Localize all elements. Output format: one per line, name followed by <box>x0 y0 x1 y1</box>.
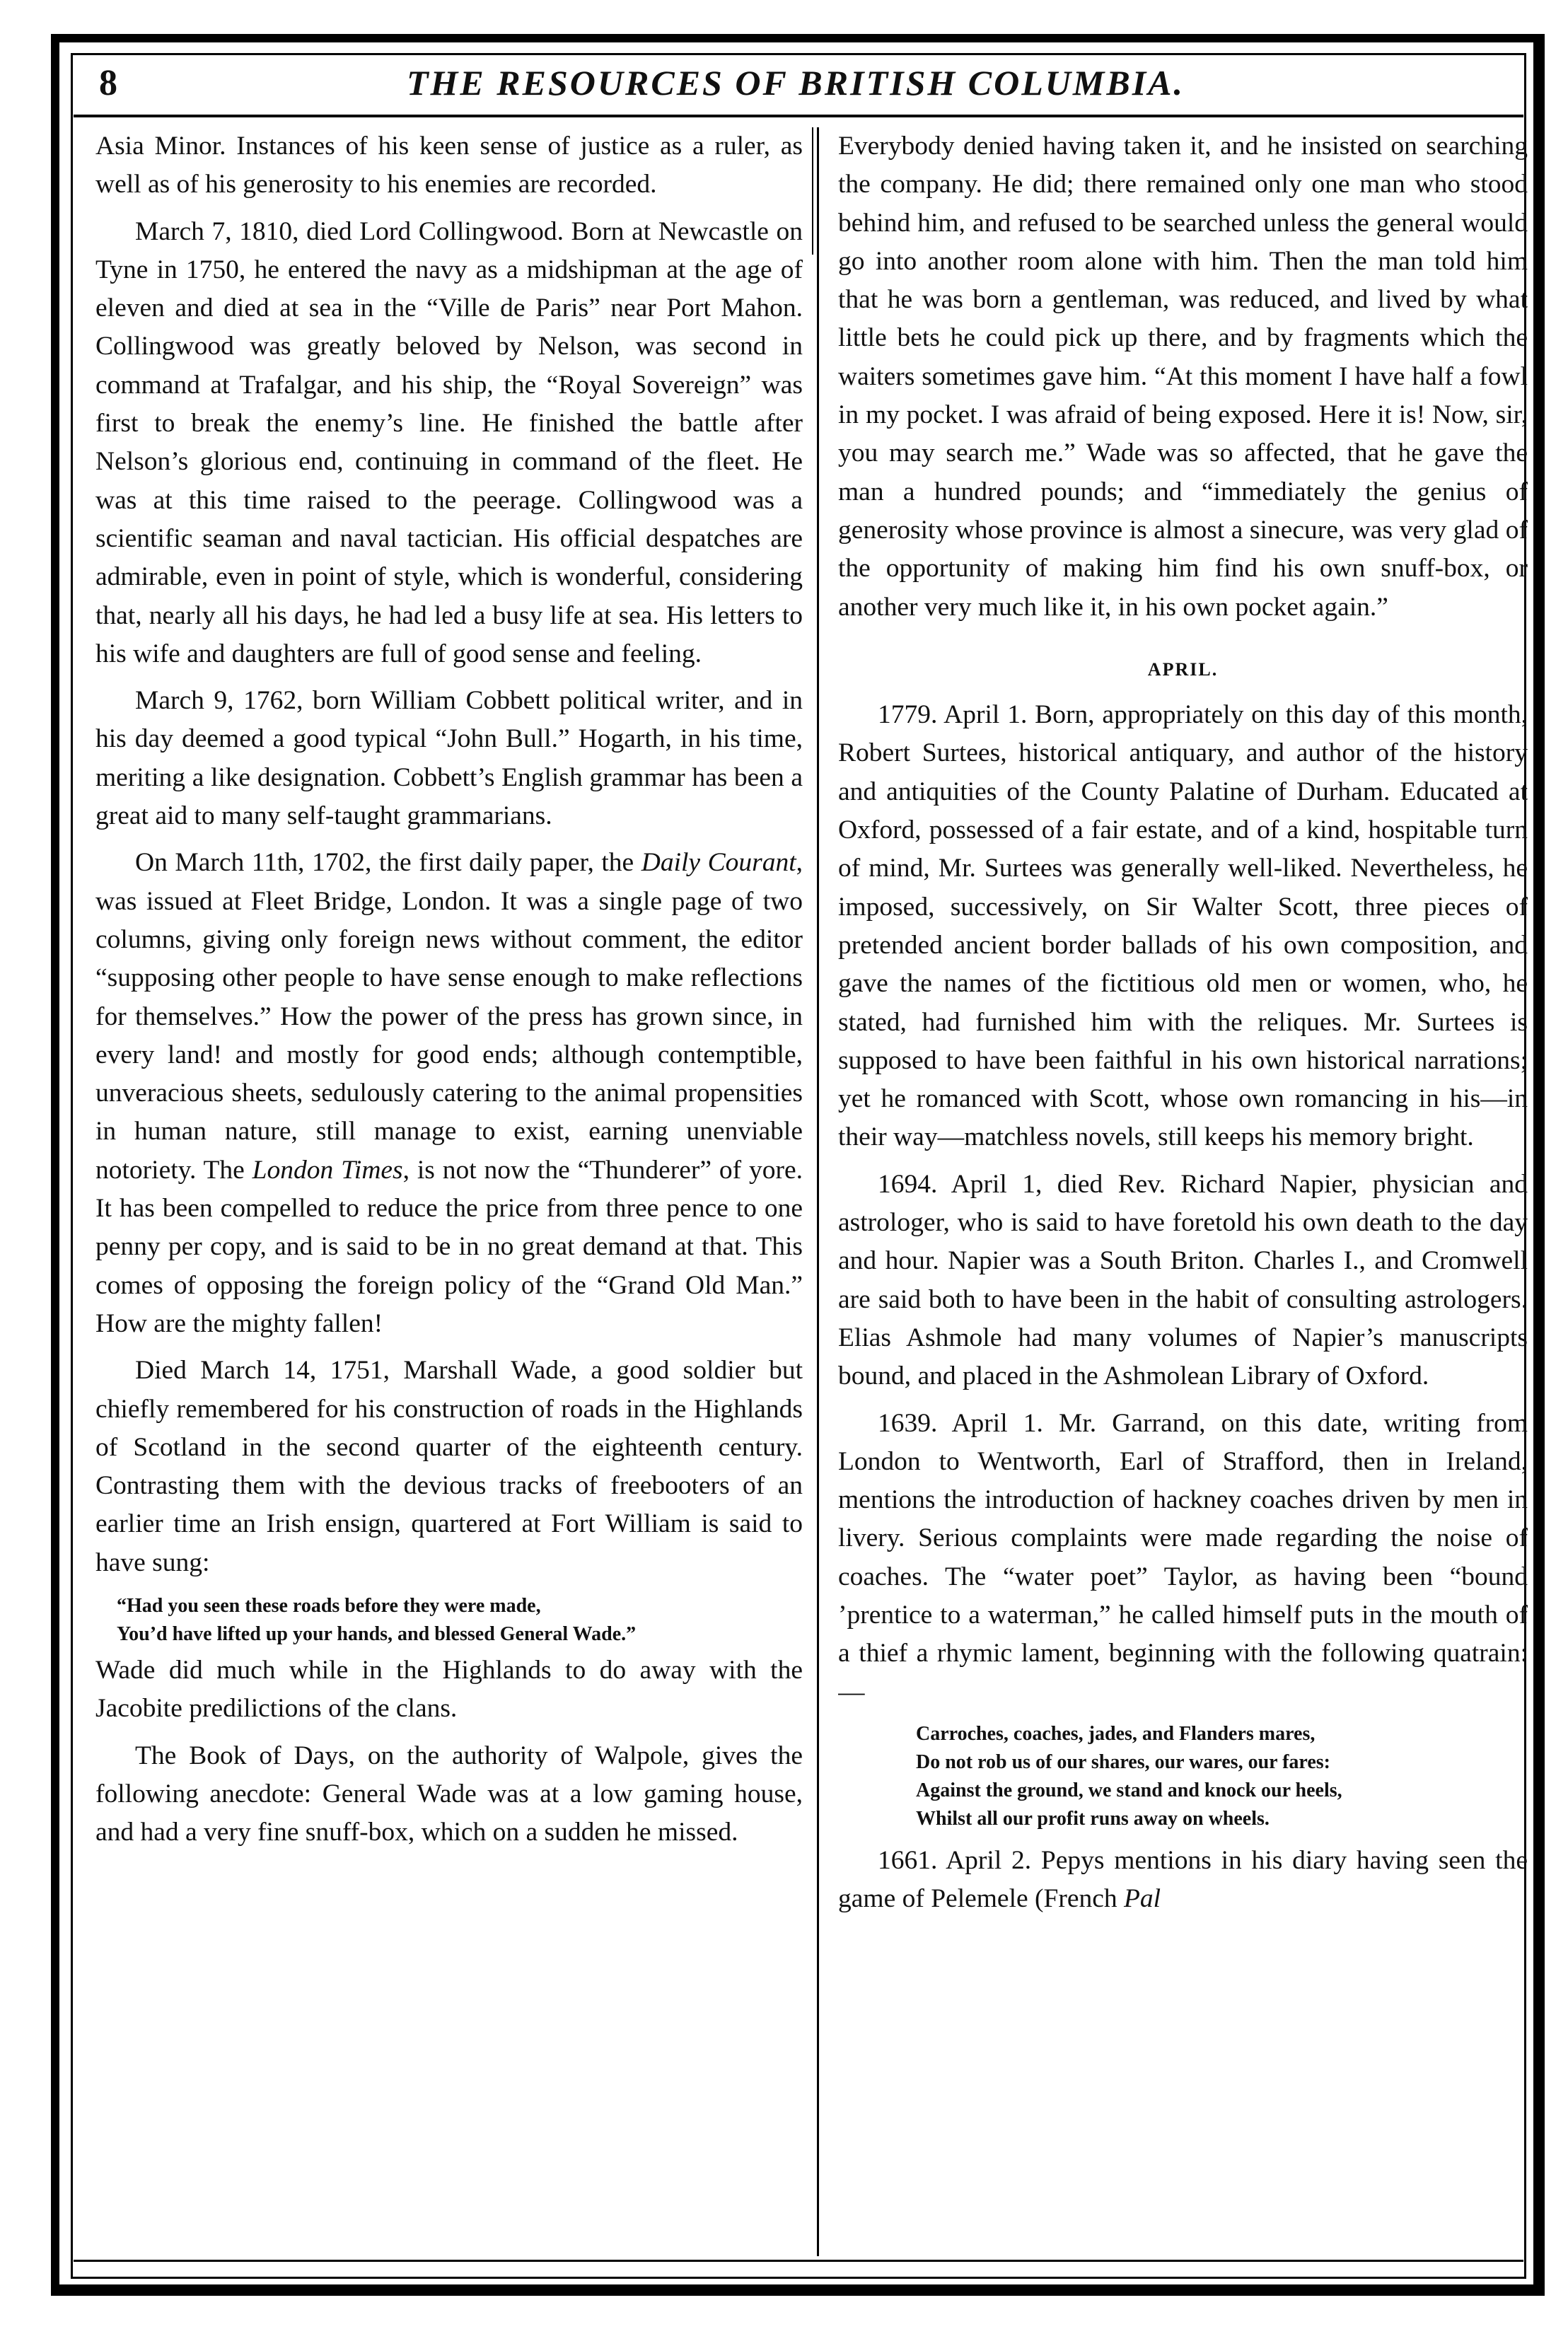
right-column <box>838 127 1528 2256</box>
paragraph: Asia Minor. Instances of his keen sense of justice as a ruler, as well as of his generosity to his enemies are recorded. <box>95 132 803 199</box>
header-rule <box>74 115 1523 117</box>
text-run: , was issued at Fleet Bridge, London. It was a single page of two columns, giving only foreign news without comment, the editor “supposing other people to have sense enough to make reflections for themselves.” How the power of the press has grown since, in every land! and mostly for good ends; although contemptible, unveracious sheets, sedulously catering to the animal propensities in human nature, still manage to exist, earning unenviable notoriety. The <box>95 848 803 1185</box>
newspaper-title: London Times <box>252 1155 403 1185</box>
left-column <box>95 127 803 2256</box>
verse-line: Carroches, coaches, jades, and Flanders mares, <box>916 1722 1316 1745</box>
paragraph <box>95 844 803 1343</box>
paragraph <box>838 1842 1528 1919</box>
paragraph: Died March 14, 1751, Marshall Wade, a good soldier but chiefly remembered for his construction of roads in the Highlands of Scotland in the second quarter of the eighteenth century. Contrasting them with the devious tracks of freebooters of an earlier time an Irish ensign, quartered at Fort William is said to have sung: <box>95 1356 803 1577</box>
verse-quote <box>916 1720 1528 1833</box>
paragraph: Wade did much while in the Highlands to do away with the Jacobite predilictions of the clans. <box>95 1655 803 1724</box>
column-divider <box>817 127 819 2256</box>
text-run: 1661. April 2. Pepys mentions in his diary having seen the game of Pelemele (French <box>838 1845 1528 1914</box>
text-run: , is not now the “Thunderer” of yore. It has been compelled to reduce the price from three pence to one penny per copy, and is said to be in no great demand at that. This comes of opposing the foreign policy of the “Grand Old Man.” How are the mighty fallen! <box>95 1155 803 1338</box>
verse-line: Whilst all our profit runs away on wheels. <box>916 1807 1270 1830</box>
running-head-title: THE RESOURCES OF BRITISH COLUMBIA. <box>407 63 1185 103</box>
paragraph: 1639. April 1. Mr. Garrand, on this date, writing from London to Wentworth, Earl of Strafford, then in Ireland, mentions the introduction of hackney coaches driven by men in livery. Serious complaints were made regarding the noise of coaches. The “water poet” Taylor, as having been “bound ’prentice to a waterman,” he called himself puts in the mouth of a thief a rhymic lament, beginning with the following quatrain:— <box>838 1408 1528 1707</box>
paragraph: March 9, 1762, born William Cobbett political writer, and in his day deemed a good typical “John Bull.” Hogarth, in his time, meriting a like designation. Cobbett’s English grammar has been a great aid to many self-taught grammarians. <box>95 686 803 831</box>
verse-line: Do not rob us of our shares, our wares, our fares: <box>916 1750 1330 1773</box>
paragraph: March 7, 1810, died Lord Collingwood. Born at Newcastle on Tyne in 1750, he entered the navy as a midshipman at the age of eleven and died at sea in the “Ville de Paris” near Port Mahon. Collingwood was greatly beloved by Nelson, was second in command at Trafalgar, and his ship, the “Royal Sovereign” was first to break the enemy’s line. He finished the battle after Nelson’s glorious end, continuing in command of the fleet. He was at this time raised to the peerage. Collingwood was a scientific seaman and naval tactician. His official despatches are admirable, even in point of style, which is wonderful, considering that, nearly all his days, he had led a busy life at sea. His letters to his wife and daughters are full of good sense and feeling. <box>95 216 803 668</box>
month-heading: APRIL. <box>1147 658 1219 680</box>
column-divider-accent <box>812 127 813 255</box>
foreign-term: Pal <box>1124 1884 1161 1914</box>
verse-line: You’d have lifted up your hands, and blessed General Wade.” <box>117 1622 637 1645</box>
paragraph: Everybody denied having taken it, and he insisted on searching the company. He did; there remained only one man who stood behind him, and refused to be searched unless the general would go into another room alone with him. Then the man told him that he was born a gentleman, was reduced, and lived by what little bets he could pick up there, and by fragments which the waiters sometimes gave him. “At this moment I have half a fowl in my pocket. I was afraid of being exposed. Here it is! Now, sir, you may search me.” Wade was so affected, that he gave the man a hundred pounds; and “immediately the genius of generosity whose province is almost a sinecure, was very glad of the opportunity of making him find his own snuff-box, or another very much like it, in his own pocket again.” <box>838 132 1528 622</box>
newspaper-title: Daily Courant <box>641 848 796 878</box>
text-run: On March 11th, 1702, the first daily paper, the <box>135 848 641 878</box>
verse-quote <box>117 1592 803 1649</box>
paragraph: The Book of Days, on the authority of Walpole, gives the following anecdote: General Wade was at a low gaming house, and had a very fine snuff-box, which on a sudden he missed. <box>95 1741 803 1847</box>
verse-line: “Had you seen these roads before they were made, <box>117 1594 541 1617</box>
footer-rule <box>74 2260 1523 2262</box>
paragraph: 1779. April 1. Born, appropriately on this day of this month, Robert Surtees, historical antiquary, and author of the history and antiquities of the County Palatine of Durham. Educated at Oxford, possessed of a fair estate, and of a kind, hospitable turn of mind, Mr. Surtees was generally well-liked. Nevertheless, he imposed, successively, on Sir Walter Scott, three pieces of pretended ancient border ballads of his own composition, and gave the names of the fictitious old men or women, who, he stated, had furnished him with the reliques. Mr. Surtees is supposed to have been faithful in his own historical narrations; yet he romanced with Scott, whose own romancing in his—in their way—matchless novels, still keeps his memory bright. <box>838 700 1528 1152</box>
paragraph: 1694. April 1, died Rev. Richard Napier, physician and astrologer, who is said to have foretold his own death to the day and hour. Napier was a South Briton. Charles I., and Cromwell are said both to have been in the habit of consulting astrologers. Elias Ashmole had many volumes of Napier’s manuscripts bound, and placed in the Ashmolean Library of Oxford. <box>838 1169 1528 1391</box>
verse-line: Against the ground, we stand and knock our heels, <box>916 1779 1342 1801</box>
page-number: 8 <box>99 63 117 103</box>
